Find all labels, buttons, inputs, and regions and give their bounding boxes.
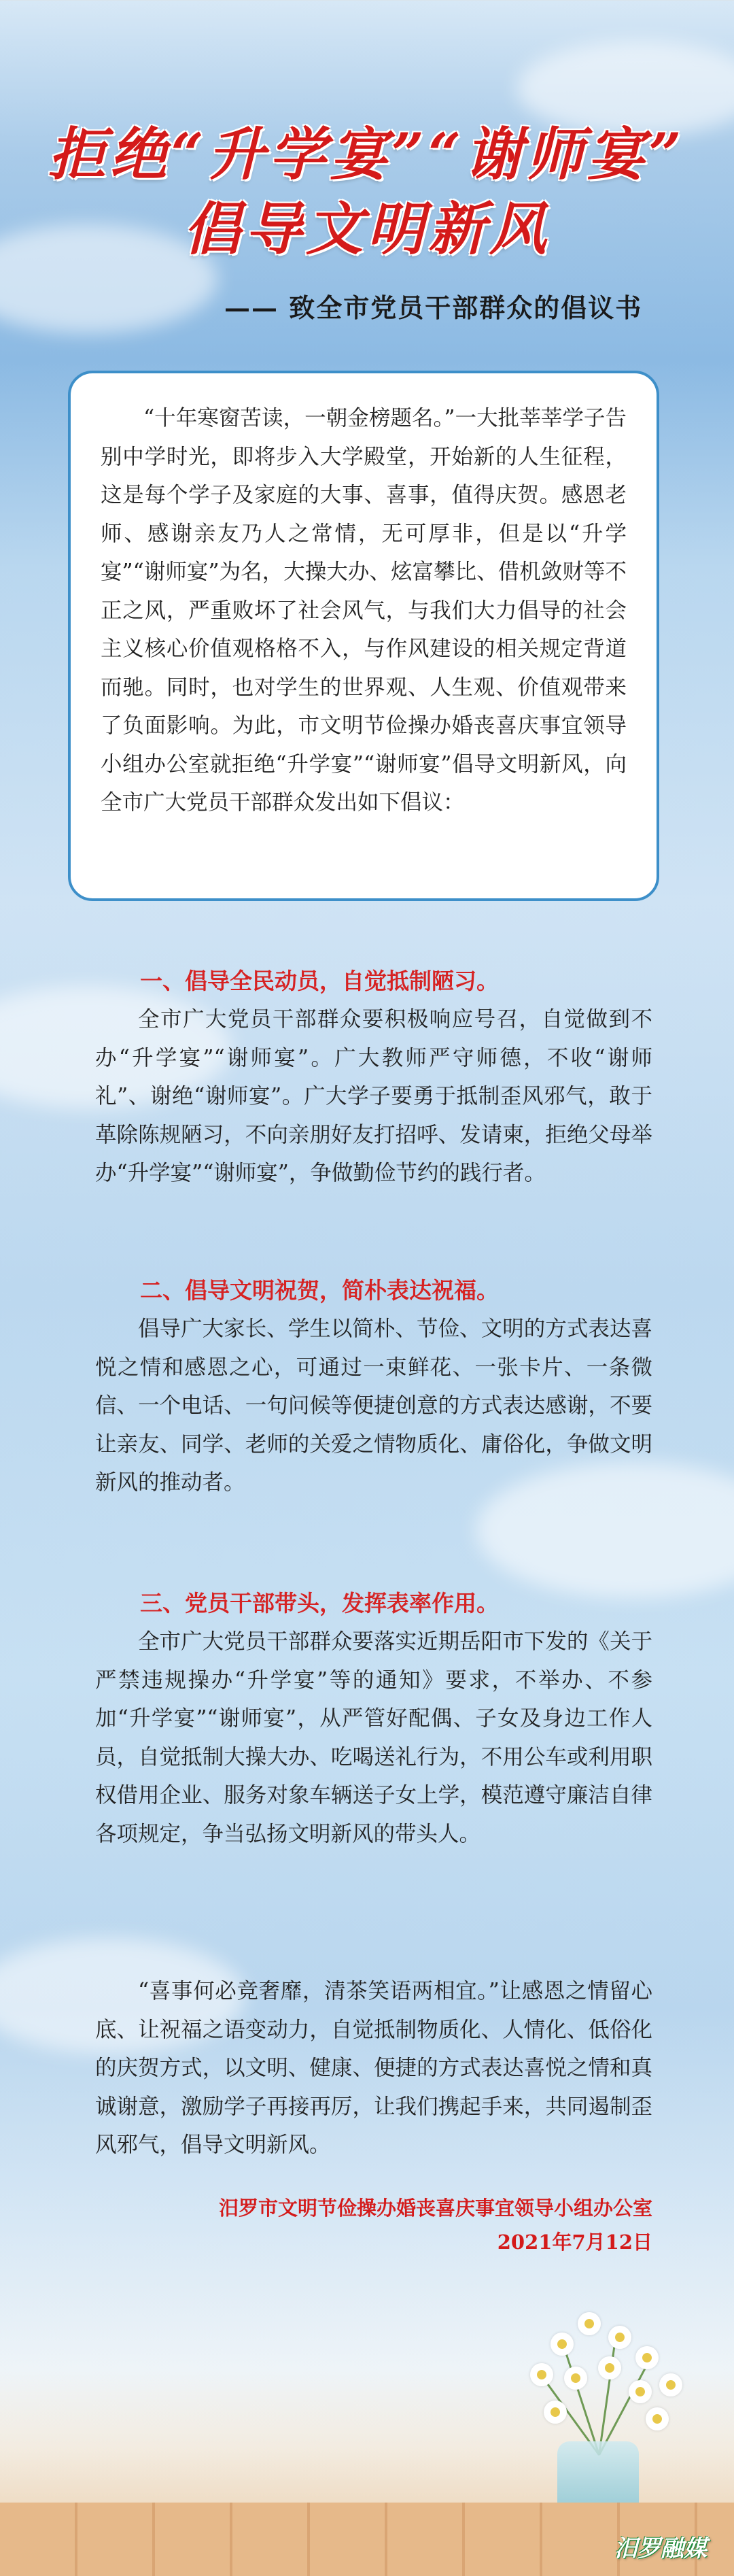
daisy-flower — [544, 2401, 567, 2424]
page-title-line1: 拒绝“升学宴”“谢师宴” — [48, 120, 686, 188]
intro-box — [68, 371, 659, 901]
stem — [563, 2345, 600, 2456]
daisy-flower — [550, 2333, 574, 2356]
daisy-flower — [564, 2367, 587, 2390]
daisy-flower — [598, 2356, 621, 2379]
daisy-flower — [530, 2363, 553, 2386]
daisy-flower — [578, 2312, 601, 2335]
daisy-flower — [608, 2326, 631, 2349]
section-2 — [95, 1272, 652, 1502]
section-1 — [95, 962, 652, 1193]
page-title-line2: 倡导文明新风 — [183, 195, 550, 262]
rongmei-logo: 汨罗融媒 — [614, 2535, 707, 2562]
intro-paragraph: “十年寒窗苦读，一朝金榜题名。”一大批莘莘学子告别中学时光，即将步入大学殿堂，开始新的人生征程，这是每个学子及家庭的大事、喜事，值得庆贺。感恩老师、感谢亲友乃人之常情，无可厚非，但是以“升学宴”“谢师宴”为名，大操大办、炫富攀比、借机敛财等不正之风，严重败坏了社会风气，与我们大力倡导的社会主义核心价值观格格不入，与作风建设的相关规定背道而驰。同时，也对学生的世界观、人生观、价值观带来了负面影响。为此，市文明节俭操办婚丧喜庆事宜领导小组办公室就拒绝“升学宴”“谢师宴”倡导文明新风，向全市广大党员干部群众发出如下倡议： — [101, 406, 627, 815]
section-text: 倡导广大家长、学生以简朴、节俭、文明的方式表达喜悦之情和感恩之心，可通过一束鲜花、一张卡片、一条微信、一个电话、一句问候等便捷创意的方式表达感谢，不要让亲友、同学、老师的关爱之情物质化、庸俗化，争做文明新风的推动者。 — [95, 1317, 652, 1495]
flower-vase-illustration — [469, 2299, 714, 2523]
page-subtitle: —— 致全市党员干部群众的倡议书 — [224, 292, 643, 323]
section-3 — [95, 1584, 652, 1853]
section-heading: 一、倡导全民动员，自觉抵制陋习。 — [140, 968, 499, 994]
daisy-flower — [646, 2407, 669, 2430]
signature-org: 汨罗市文明节俭操办婚丧喜庆事宜领导小组办公室 — [218, 2197, 652, 2220]
section-text: 全市广大党员干部群众要积极响应号召，自觉做到不办“升学宴”“谢师宴”。广大教师严守师德，不收“谢师礼”、谢绝“谢师宴”。广大学子要勇于抵制歪风邪气，敢于革除陈规陋习，不向亲朋好友打招呼、发请柬，拒绝父母举办“升学宴”“谢师宴”，争做勤俭节约的践行者。 — [95, 1007, 652, 1185]
daisy-flower — [629, 2380, 652, 2403]
closing-section — [95, 1972, 652, 2165]
signature-date: 2021年7月12日 — [497, 2231, 652, 2254]
daisy-flower — [659, 2373, 682, 2396]
section-heading: 三、党员干部带头，发挥表率作用。 — [140, 1590, 499, 1616]
section-text: 全市广大党员干部群众要落实近期岳阳市下发的《关于严禁违规操办“升学宴”等的通知》要求，不举办、不参加“升学宴”“谢师宴”，从严管好配偶、子女及身边工作人员，自觉抵制大操大办、吃喝送礼行为，不用公车或利用职权借用企业、服务对象车辆送子女上学，模范遵守廉洁自律各项规定，争当弘扬文明新风的带头人。 — [95, 1629, 652, 1846]
section-heading: 二、倡导文明祝贺，简朴表达祝福。 — [140, 1277, 499, 1304]
closing-paragraph: “喜事何必竞奢靡，清茶笑语两相宜。”让感恩之情留心底、让祝福之语变动力，自觉抵制物质化、人情化、低俗化的庆贺方式，以文明、健康、便捷的方式表达喜悦之情和真诚谢意，激励学子再接再厉，让我们携起手来，共同遏制歪风邪气，倡导文明新风。 — [95, 1979, 652, 2157]
daisy-flower — [635, 2346, 659, 2369]
